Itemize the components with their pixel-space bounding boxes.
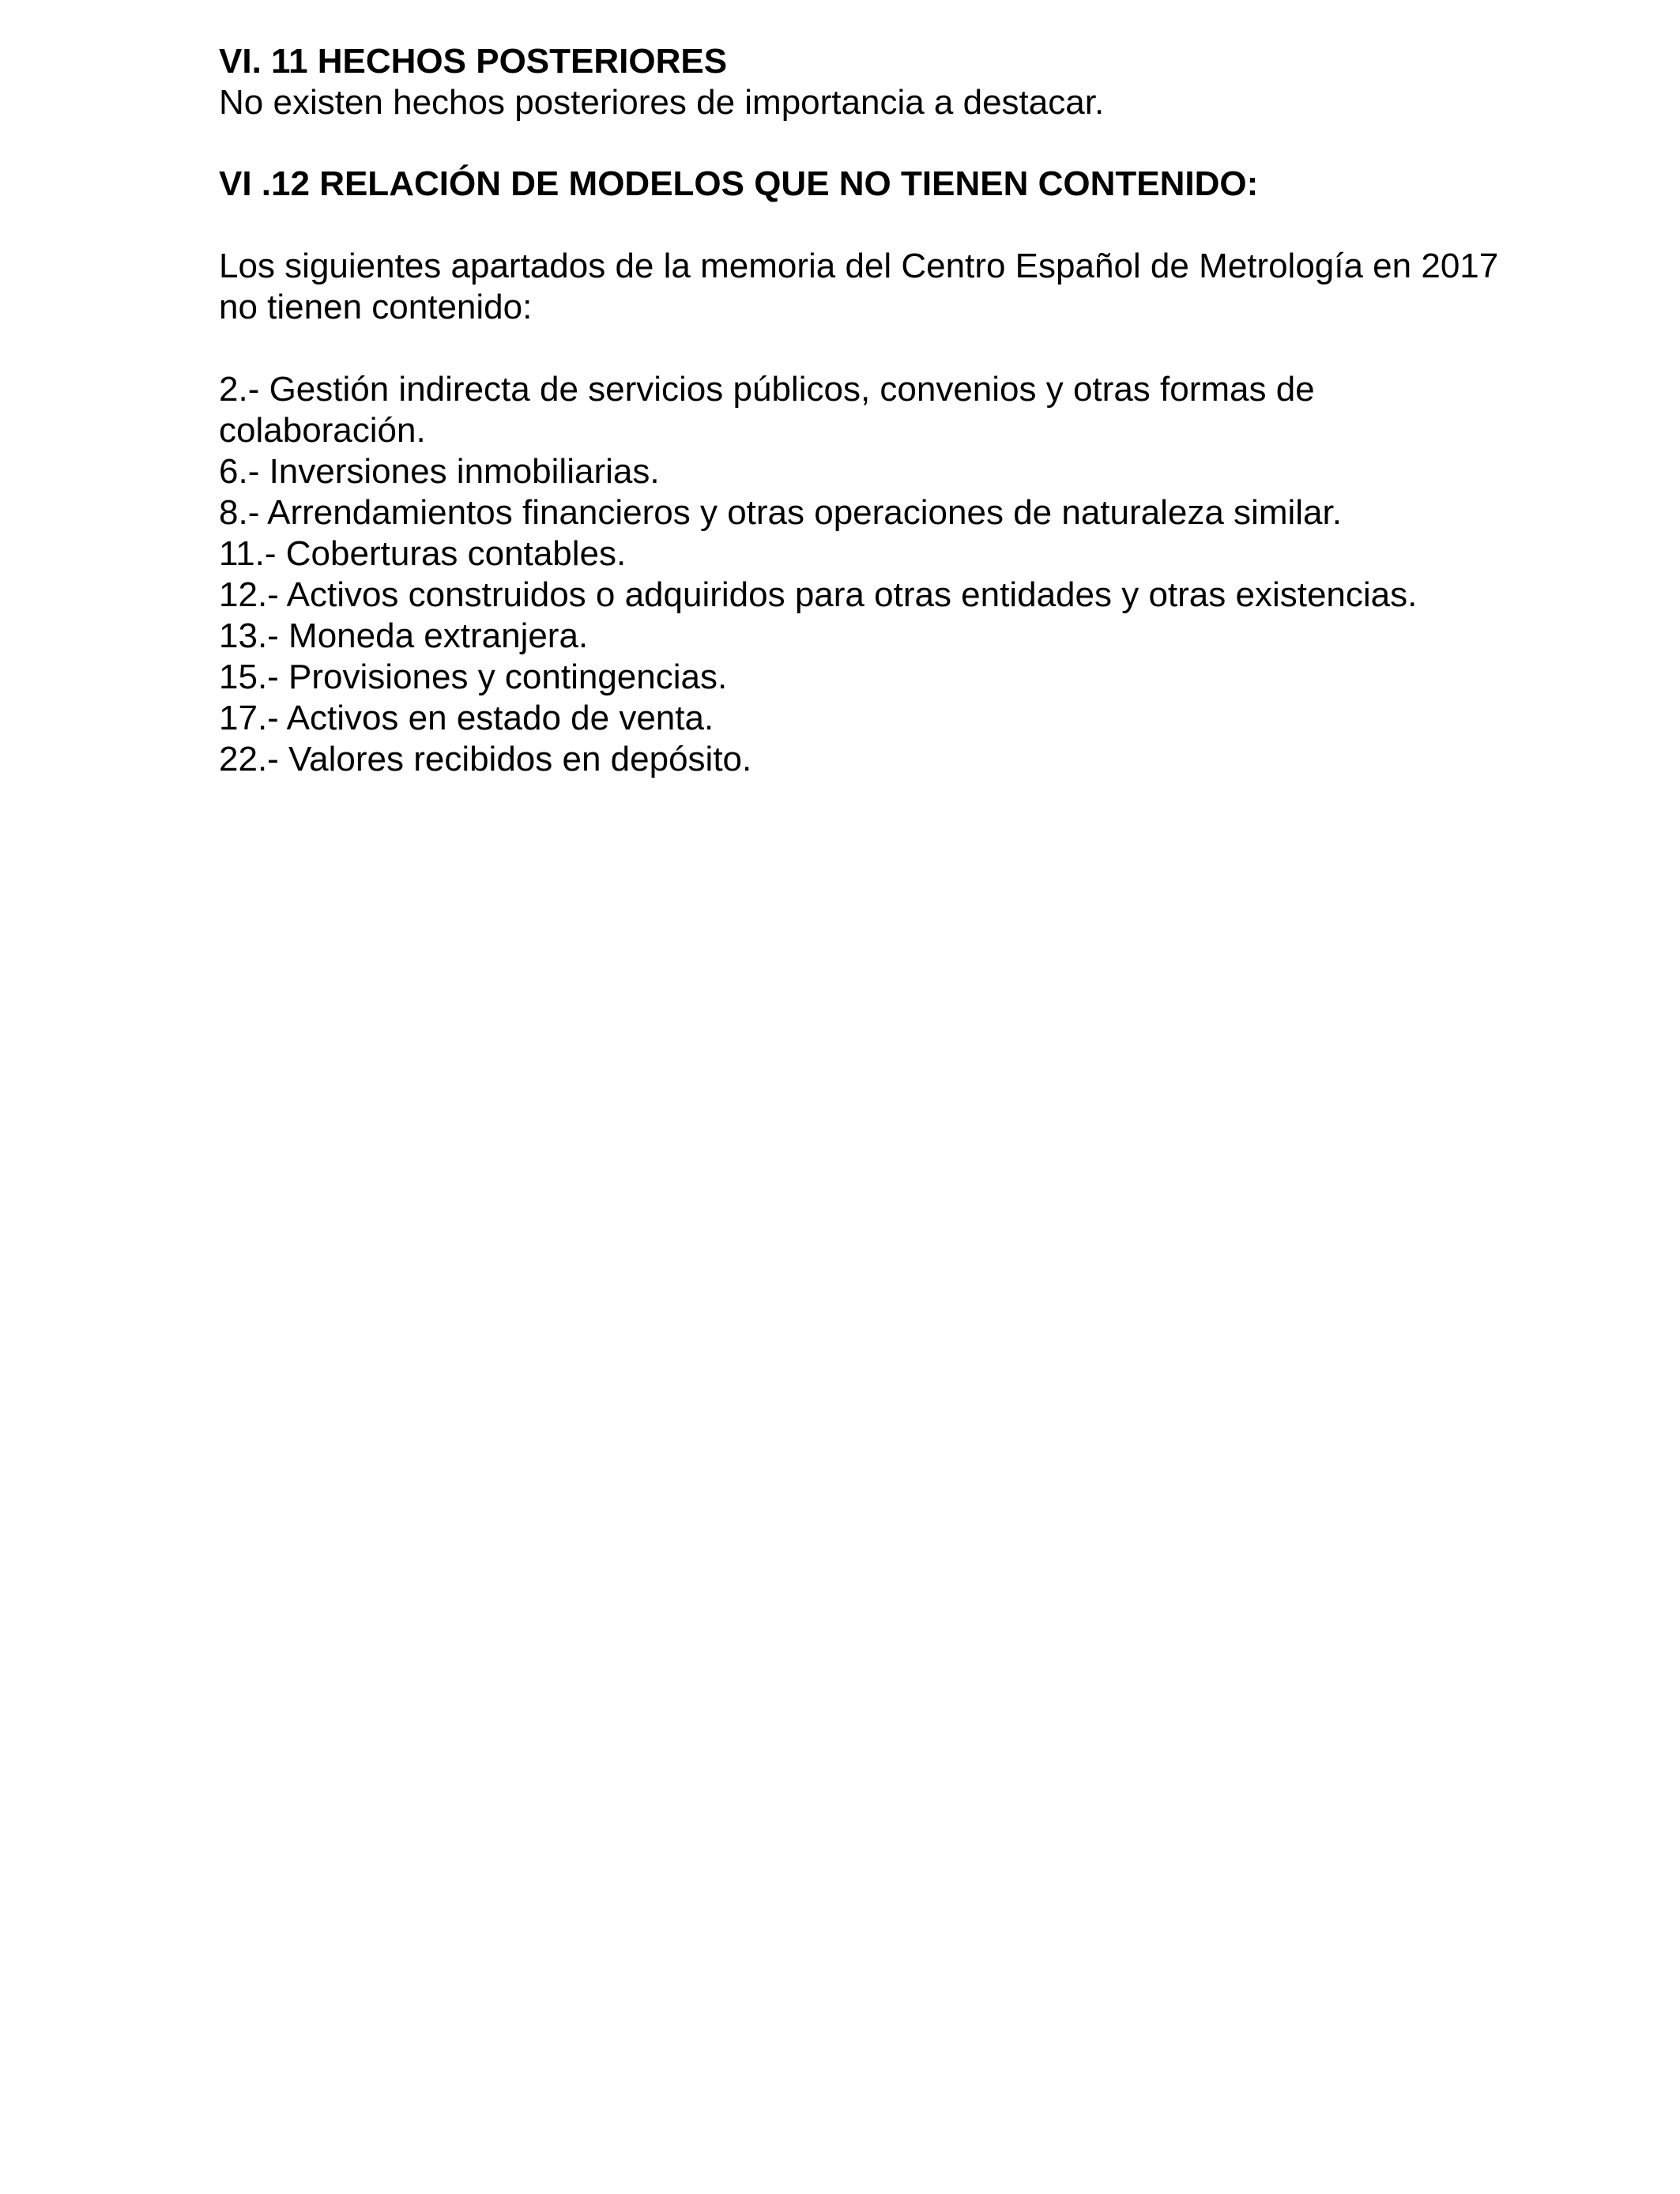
- list-item: 15.- Provisiones y contingencias.: [219, 658, 728, 696]
- spacer: [219, 123, 1515, 164]
- list-item: 13.- Moneda extranjera.: [219, 616, 589, 655]
- page-content: [219, 41, 1515, 780]
- list-item: 6.- Inversiones inmobiliarias.: [219, 452, 660, 491]
- list-item: 2.- Gestión indirecta de servicios públicos, convenios y otras formas de colaboración.: [219, 370, 1315, 450]
- list-item: 8.- Arrendamientos financieros y otras operaciones de naturaleza similar.: [219, 493, 1342, 532]
- section-12-intro: Los siguientes apartados de la memoria del Centro Español de Metrología en 2017 no tienen contenido:: [219, 247, 1499, 326]
- section-12-heading: VI .12 RELACIÓN DE MODELOS QUE NO TIENEN CONTENIDO:: [219, 164, 1259, 203]
- list-item: 22.- Valores recibidos en depósito.: [219, 740, 752, 778]
- spacer: [219, 205, 1515, 246]
- spacer: [219, 328, 1515, 369]
- list-item: 17.- Activos en estado de venta.: [219, 699, 714, 737]
- list-item: 12.- Activos construidos o adquiridos para otras entidades y otras existencias.: [219, 575, 1418, 614]
- list-item: 11.- Coberturas contables.: [219, 534, 627, 573]
- empty-sections-list: [219, 369, 1515, 780]
- section-11-text: No existen hechos posteriores de importancia a destacar.: [219, 83, 1105, 122]
- section-11-heading: VI. 11 HECHOS POSTERIORES: [219, 42, 728, 81]
